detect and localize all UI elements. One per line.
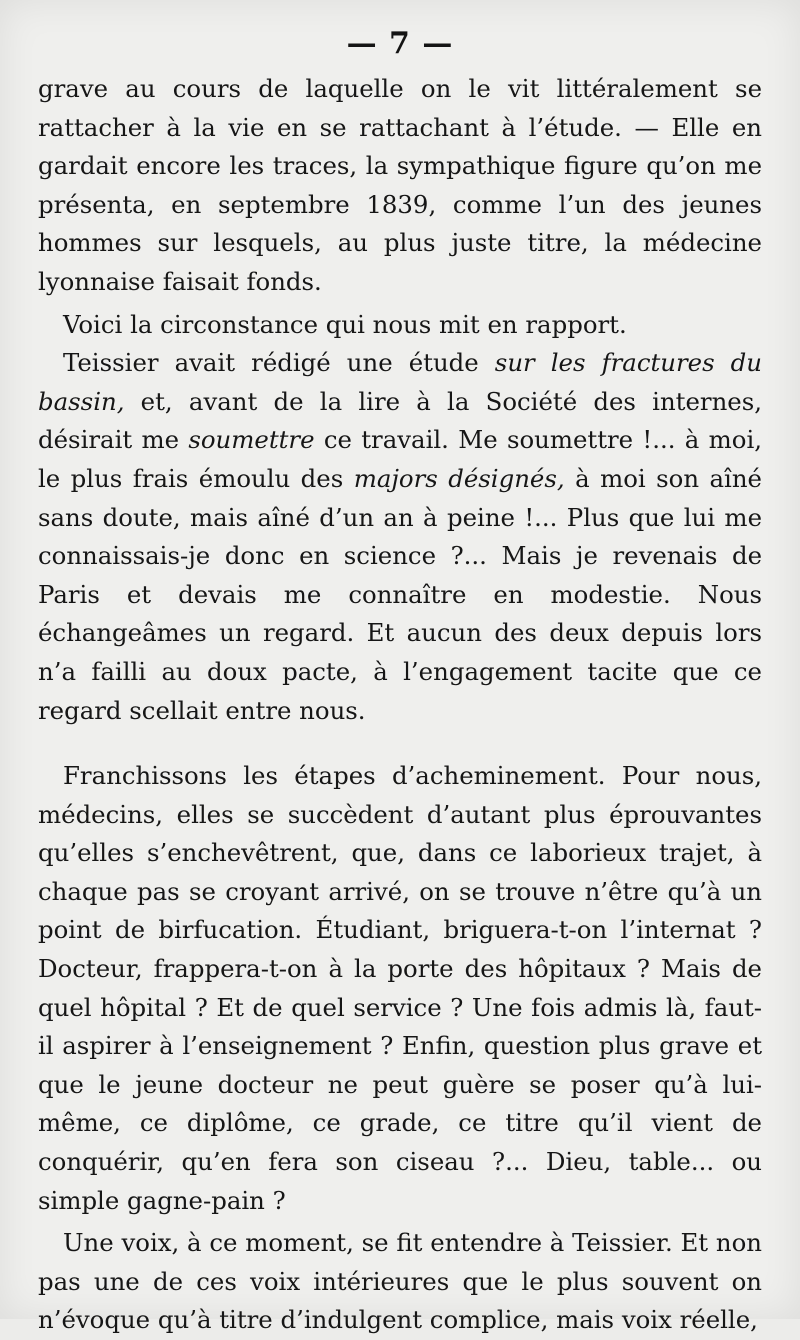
text-segment: ce travail. Me soumettre !... à moi, le plus frais émoulu des — [38, 425, 762, 493]
text-segment: Teissier avait rédigé une étude — [63, 348, 495, 378]
text-segment: Une voix, à ce moment, se fit entendre à Teissier. Et non pas une de ces voix intérieures que le plus souvent on n’évoque qu’à titre d’indulgent complice, mais voix réelle, — [38, 1228, 762, 1335]
paragraph-1 — [38, 70, 762, 302]
text-segment: Franchissons les étapes d’acheminement. Pour nous, médecins, elles se succèdent d’autant plus éprouvantes qu’elles s’enchevêtrent, que, dans ce laborieux trajet, à chaque pas se croyant arrivé, on se trouve n’être qu’à un point de birfucation. Étudiant, briguera-t-on l’internat ? Docteur, frappera-t-on à la porte des hôpitaux ? Mais de quel hôpital ? Et de quel service ? Une fois admis là, faut-il aspirer à l’enseignement ? Enfin, question plus grave et que le jeune docteur ne peut guère se poser qu’à lui-même, ce diplôme, ce grade, ce titre qu’il vient de conquérir, qu’en fera son ciseau ?... Dieu, table... ou simple gagne-pain ? — [38, 761, 762, 1215]
paragraph-2 — [38, 306, 762, 345]
paragraph-4 — [38, 757, 762, 1220]
text-segment: grave au cours de laquelle on le vit littéralement se rattacher à la vie en se rattachant à l’étude. — Elle en gardait encore les traces, la sympathique figure qu’on me présenta, en septembre 1839, comme l’un des jeunes hommes sur lesquels, au plus juste titre, la médecine lyonnaise faisait fonds. — [38, 74, 762, 296]
italic-phrase: sur les fractures du bassin, — [38, 348, 762, 416]
italic-phrase: majors désignés, — [353, 463, 565, 493]
page-number: — 7 — — [346, 26, 454, 61]
body-text — [38, 70, 762, 1340]
paragraph-3 — [38, 344, 762, 730]
paragraph-5 — [38, 1224, 762, 1340]
italic-phrase: soumettre — [188, 425, 315, 455]
text-segment: et, avant de la lire à la Société des internes, désirait me — [38, 386, 762, 455]
text-segment: à moi son aîné sans doute, mais aîné d’un an à peine !... Plus que lui me connaissais-je donc en science ?... Mais je revenais de Paris et devais me connaître en modestie. Nous échangeâmes un regard. Et aucun des deux depuis lors n’a failli au doux pacte, à l’engagement tacite que ce regard scellait entre nous. — [38, 463, 762, 725]
text-segment: Voici la circonstance qui nous mit en rapport. — [63, 309, 627, 339]
